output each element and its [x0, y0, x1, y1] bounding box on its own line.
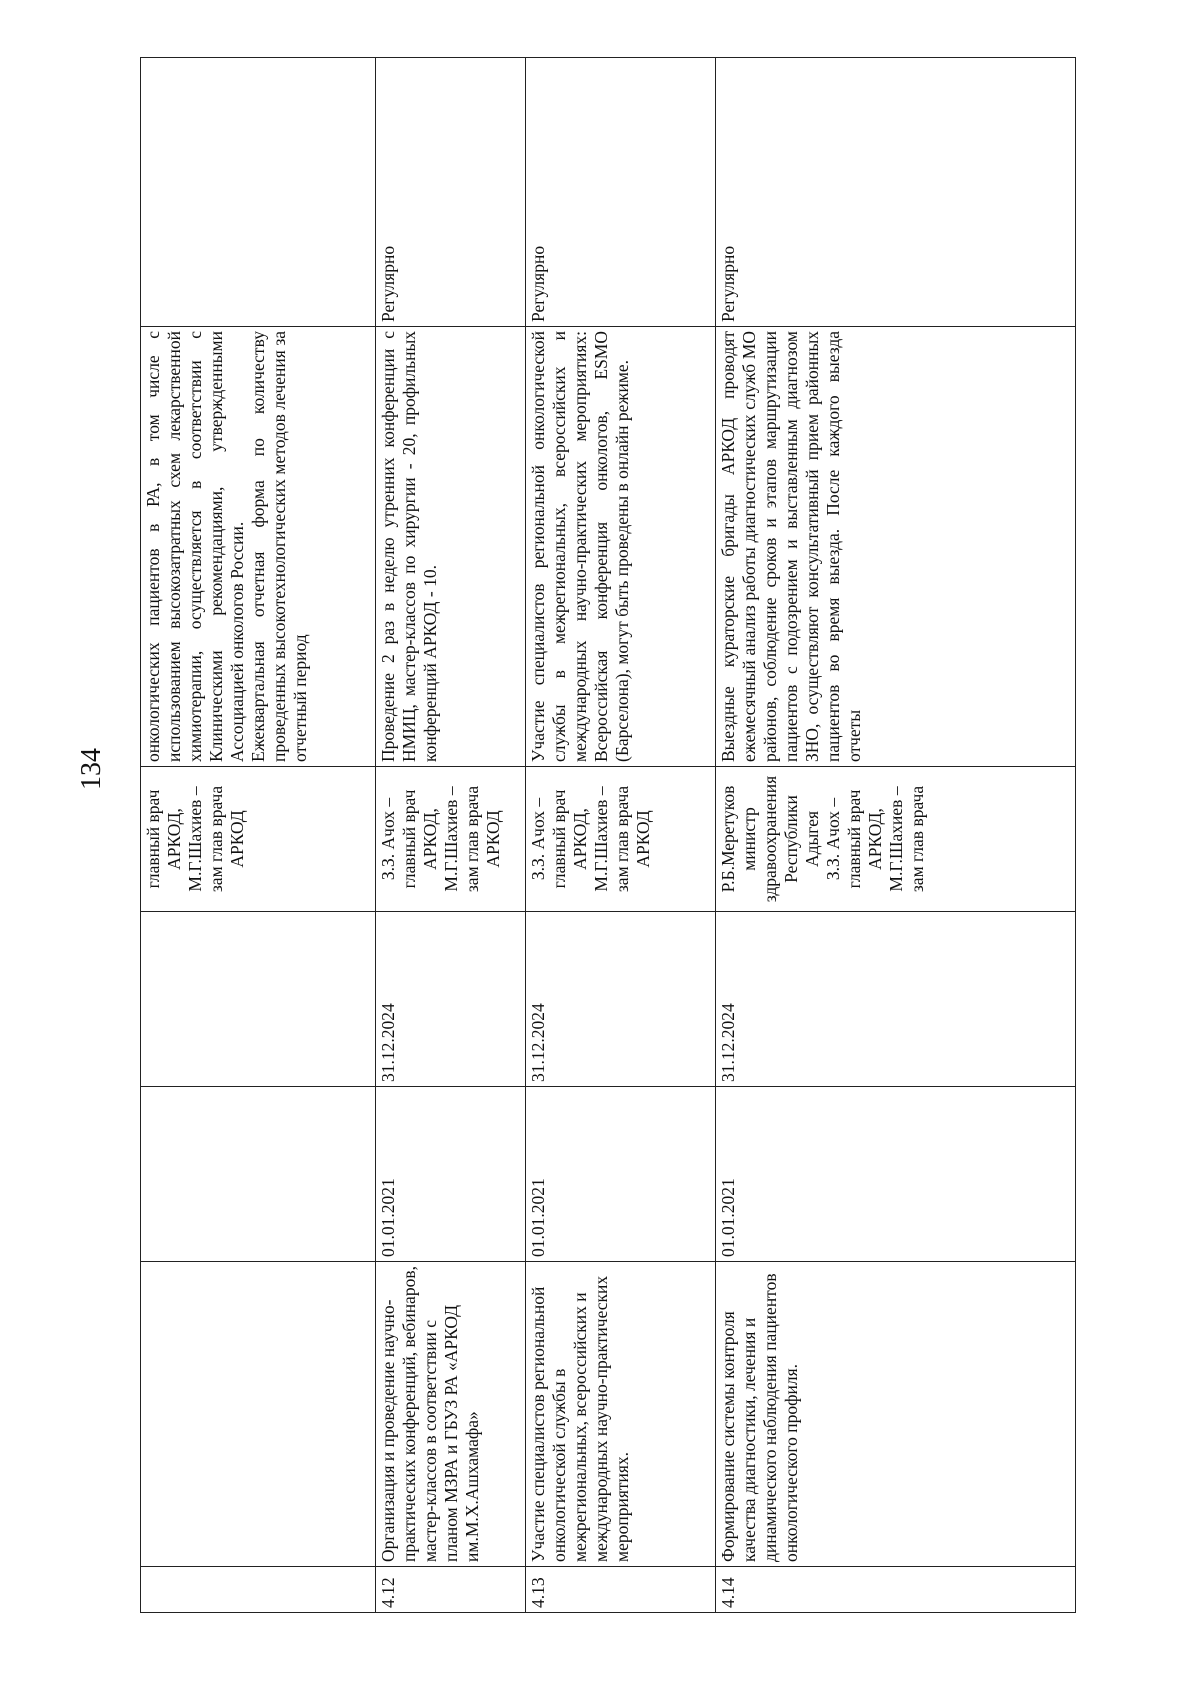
- plan-table: [140, 57, 1076, 1613]
- start-date-cell: 01.01.2021: [376, 1087, 526, 1262]
- start-date-cell: 01.01.2021: [526, 1087, 716, 1262]
- responsible-cell: Р.Б.Меретуков министр здравоохранения Республики Адыгея З.З. Ачох – главный врач АРКОД, М.Г.Шахиев – зам глав врача: [716, 767, 1076, 912]
- end-date-cell: 31.12.2024: [526, 912, 716, 1087]
- end-date-cell: 31.12.2024: [376, 912, 526, 1087]
- periodicity-cell: Регулярно: [526, 58, 716, 327]
- result-description-cell: онкологических пациентов в РА, в том числе с использованием высокозатратных схем лекарственной химиотерапии, осуществляется в соответствии с Клиническими рекомендациями, утвержденными Ассоциацией онкологов России. Ежеквартальная отчетная форма по количеству проведенных высокотехнологических методов лечения за отчетный период: [141, 327, 376, 767]
- start-date-cell: 01.01.2021: [716, 1087, 1076, 1262]
- row-number-cell: 4.13: [526, 1567, 716, 1613]
- responsible-cell: З.З. Ачох – главный врач АРКОД, М.Г.Шахиев – зам глав врача АРКОД: [376, 767, 526, 912]
- result-description-cell: Участие специалистов региональной онкологической службы в межрегиональных, всероссийских и международных научно-практических мероприятиях: Всероссийская конференция онкологов, ESMO (Барселона), могут быть проведены в онлайн режиме.: [526, 327, 716, 767]
- start-date-cell: [141, 1087, 376, 1262]
- end-date-cell: 31.12.2024: [716, 912, 1076, 1087]
- row-number-cell: 4.12: [376, 1567, 526, 1613]
- end-date-cell: [141, 912, 376, 1087]
- row-number-cell: [141, 1567, 376, 1613]
- activity-name-cell: [141, 1262, 376, 1567]
- plan-table-container: [140, 58, 1200, 1608]
- responsible-cell: З.З. Ачох – главный врач АРКОД, М.Г.Шахиев – зам глав врача АРКОД: [526, 767, 716, 912]
- table-row: [376, 58, 526, 1613]
- responsible-cell: главный врач АРКОД, М.Г.Шахиев – зам глав врача АРКОД: [141, 767, 376, 912]
- periodicity-cell: Регулярно: [716, 58, 1076, 327]
- table-row: [141, 58, 376, 1613]
- result-description-cell: Проведение 2 раз в неделю утренних конференции с НМИЦ, мастер-классов по хирургии - 20, профильных конференций АРКОД - 10.: [376, 327, 526, 767]
- periodicity-cell: [141, 58, 376, 327]
- activity-name-cell: Формирование системы контроля качества диагностики, лечения и динамического наблюдения пациентов онкологического профиля.: [716, 1262, 1076, 1567]
- page-number: 134: [76, 748, 107, 790]
- activity-name-cell: Организация и проведение научно-практических конференций, вебинаров, мастер-классов в соответствии с планом МЗРА и ГБУЗ РА «АРКОД им.М.Х.Ашхамафа»: [376, 1262, 526, 1567]
- periodicity-cell: Регулярно: [376, 58, 526, 327]
- rotated-table: [140, 58, 1075, 1613]
- result-description-cell: Выездные кураторские бригады АРКОД проводят ежемесячный анализ работы диагностических служб МО районов, соблюдение сроков и этапов маршрутизации пациентов с подозрением и выставленным диагнозом ЗНО, осуществляют консультативный прием районных пациентов во время выезда. После каждого выезда отчеты: [716, 327, 1076, 767]
- activity-name-cell: Участие специалистов региональной онкологической службы в межрегиональных, всероссийских и международных научно-практических мероприятиях.: [526, 1262, 716, 1567]
- table-row: [526, 58, 716, 1613]
- table-row: [716, 58, 1076, 1613]
- row-number-cell: 4.14: [716, 1567, 1076, 1613]
